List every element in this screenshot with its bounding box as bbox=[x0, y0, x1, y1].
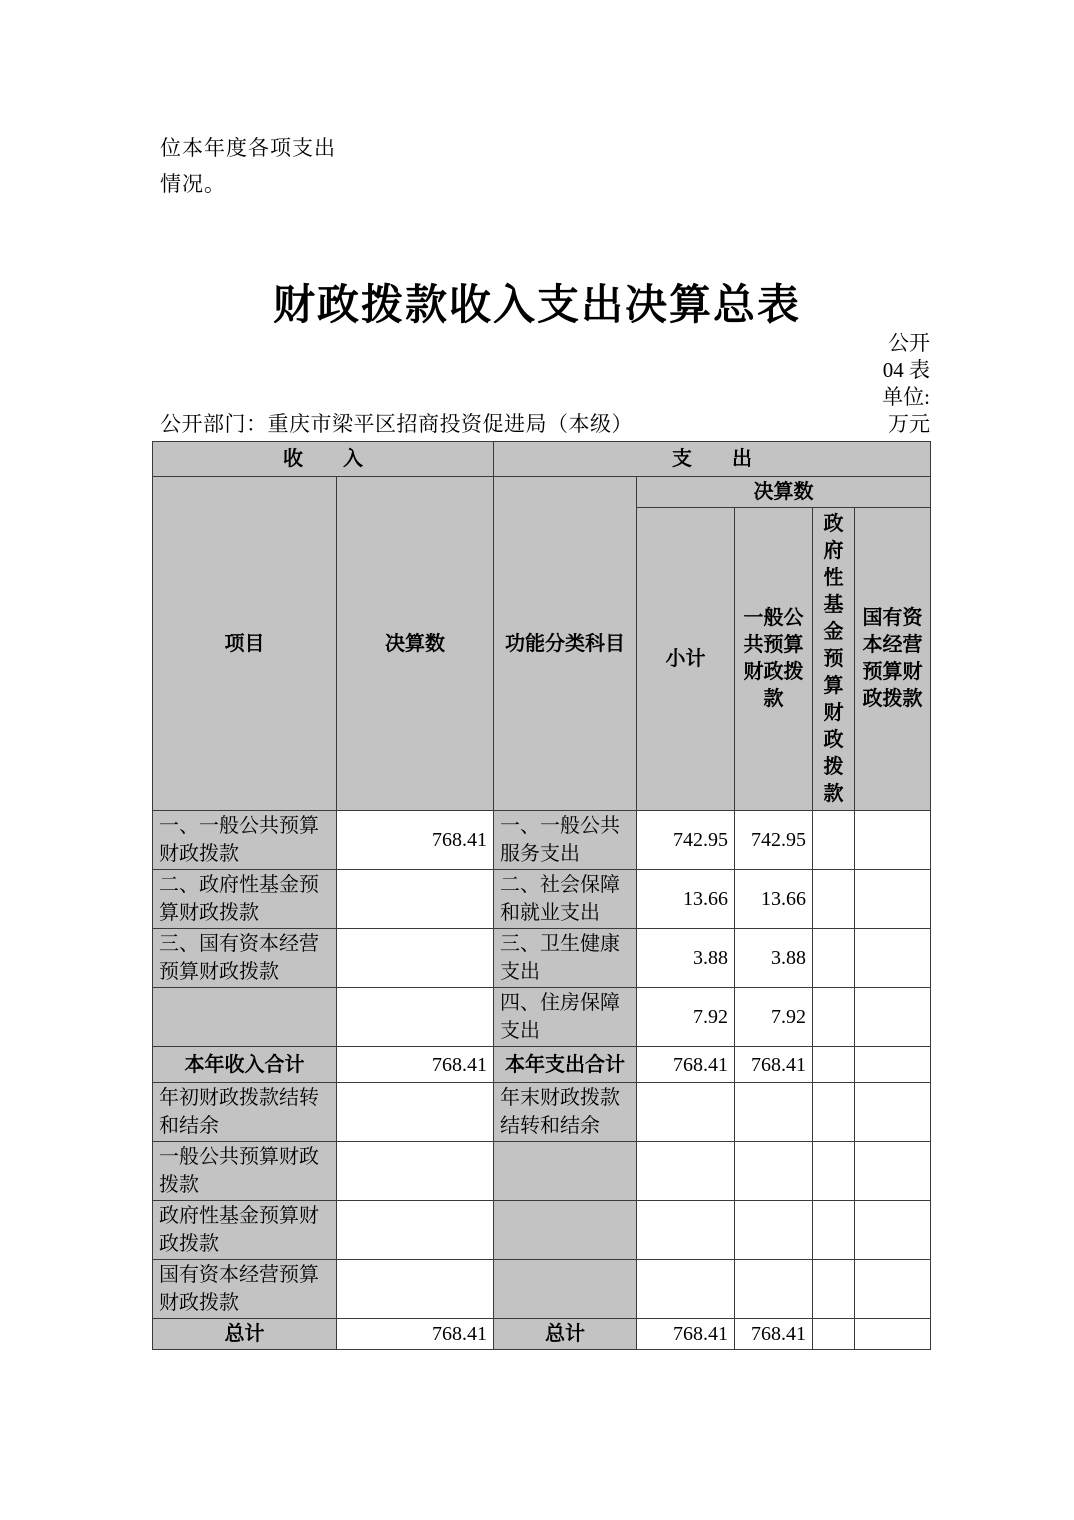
general-public-amount-cell bbox=[735, 1201, 813, 1260]
income-amount-cell bbox=[337, 1142, 494, 1201]
government-fund-amount-cell bbox=[813, 1319, 855, 1350]
general-public-amount-cell: 742.95 bbox=[735, 811, 813, 870]
income-amount-cell bbox=[337, 988, 494, 1047]
header-item: 项目 bbox=[153, 477, 337, 811]
state-capital-amount-cell bbox=[855, 988, 931, 1047]
government-fund-amount-cell bbox=[813, 1047, 855, 1083]
income-amount-cell bbox=[337, 1201, 494, 1260]
expenditure-item-cell: 二、社会保障和就业支出 bbox=[494, 870, 637, 929]
income-item-cell: 一般公共预算财政拨款 bbox=[153, 1142, 337, 1201]
income-amount-cell bbox=[337, 929, 494, 988]
expenditure-item-cell: 年末财政拨款结转和结余 bbox=[494, 1083, 637, 1142]
income-amount-cell: 768.41 bbox=[337, 811, 494, 870]
header-subtotal: 小计 bbox=[637, 508, 735, 811]
state-capital-amount-cell bbox=[855, 929, 931, 988]
fiscal-summary-table-wrap bbox=[152, 441, 931, 1350]
table-row bbox=[153, 1083, 931, 1142]
government-fund-amount-cell bbox=[813, 1201, 855, 1260]
table-row-grand-total bbox=[153, 1319, 931, 1350]
header-state-capital-budget: 国有资本经营预算财政拨款 bbox=[855, 508, 931, 811]
expenditure-item-cell: 四、住房保障支出 bbox=[494, 988, 637, 1047]
state-capital-amount-cell bbox=[855, 870, 931, 929]
expenditure-grand-total-label-cell: 总计 bbox=[494, 1319, 637, 1350]
expenditure-item-cell: 三、卫生健康支出 bbox=[494, 929, 637, 988]
table-row bbox=[153, 1260, 931, 1319]
income-grand-total-label-cell: 总计 bbox=[153, 1319, 337, 1350]
state-capital-amount-cell bbox=[855, 1047, 931, 1083]
table-row bbox=[153, 1142, 931, 1201]
government-fund-amount-cell bbox=[813, 1142, 855, 1201]
table-meta-block bbox=[882, 330, 930, 438]
income-amount-cell bbox=[337, 1083, 494, 1142]
table-row bbox=[153, 811, 931, 870]
header-general-public-budget: 一般公共预算财政拨款 bbox=[735, 508, 813, 811]
department-line: 公开部门：重庆市梁平区招商投资促进局（本级） bbox=[160, 412, 633, 436]
header-final-amount-group: 决算数 bbox=[637, 477, 931, 508]
expenditure-total-label-cell: 本年支出合计 bbox=[494, 1047, 637, 1083]
subtotal-amount-cell bbox=[637, 1083, 735, 1142]
expenditure-item-cell bbox=[494, 1201, 637, 1260]
subtotal-amount-cell bbox=[637, 1260, 735, 1319]
income-amount-cell bbox=[337, 870, 494, 929]
fiscal-summary-table bbox=[152, 441, 931, 1350]
table-row bbox=[153, 929, 931, 988]
income-amount-cell bbox=[337, 1260, 494, 1319]
table-row bbox=[153, 988, 931, 1047]
expenditure-item-cell bbox=[494, 1260, 637, 1319]
subtotal-amount-cell: 768.41 bbox=[637, 1047, 735, 1083]
expenditure-item-cell bbox=[494, 1142, 637, 1201]
header-row-sections bbox=[153, 442, 931, 477]
state-capital-amount-cell bbox=[855, 1260, 931, 1319]
government-fund-amount-cell bbox=[813, 870, 855, 929]
subtotal-amount-cell: 3.88 bbox=[637, 929, 735, 988]
state-capital-amount-cell bbox=[855, 1083, 931, 1142]
general-public-amount-cell: 3.88 bbox=[735, 929, 813, 988]
intro-paragraph bbox=[160, 130, 336, 202]
income-item-cell: 一、一般公共预算财政拨款 bbox=[153, 811, 337, 870]
page-title: 财政拨款收入支出决算总表 bbox=[272, 283, 801, 329]
government-fund-amount-cell bbox=[813, 988, 855, 1047]
general-public-amount-cell bbox=[735, 1142, 813, 1201]
general-public-amount-cell: 13.66 bbox=[735, 870, 813, 929]
government-fund-amount-cell bbox=[813, 929, 855, 988]
header-income: 收 入 bbox=[153, 442, 494, 477]
general-public-amount-cell: 768.41 bbox=[735, 1319, 813, 1350]
state-capital-amount-cell bbox=[855, 1319, 931, 1350]
government-fund-amount-cell bbox=[813, 811, 855, 870]
intro-line-1: 位本年度各项支出 bbox=[160, 136, 336, 160]
meta-unit-value: 万元 bbox=[888, 412, 930, 436]
table-row bbox=[153, 1201, 931, 1260]
general-public-amount-cell bbox=[735, 1083, 813, 1142]
table-row bbox=[153, 870, 931, 929]
subtotal-amount-cell: 768.41 bbox=[637, 1319, 735, 1350]
income-amount-cell: 768.41 bbox=[337, 1047, 494, 1083]
income-item-cell: 政府性基金预算财政拨款 bbox=[153, 1201, 337, 1260]
general-public-amount-cell bbox=[735, 1260, 813, 1319]
income-amount-cell: 768.41 bbox=[337, 1319, 494, 1350]
government-fund-amount-cell bbox=[813, 1260, 855, 1319]
header-functional-subject: 功能分类科目 bbox=[494, 477, 637, 811]
header-final-amount-income: 决算数 bbox=[337, 477, 494, 811]
expenditure-item-cell: 一、一般公共服务支出 bbox=[494, 811, 637, 870]
meta-public-label: 公开 bbox=[888, 331, 930, 355]
income-item-cell bbox=[153, 988, 337, 1047]
meta-table-number: 04 表 bbox=[882, 358, 930, 382]
state-capital-amount-cell bbox=[855, 1201, 931, 1260]
subtotal-amount-cell: 742.95 bbox=[637, 811, 735, 870]
table-row-year-total bbox=[153, 1047, 931, 1083]
income-item-cell: 二、政府性基金预算财政拨款 bbox=[153, 870, 337, 929]
general-public-amount-cell: 768.41 bbox=[735, 1047, 813, 1083]
intro-line-2: 情况。 bbox=[160, 172, 226, 196]
subtotal-amount-cell bbox=[637, 1201, 735, 1260]
income-item-cell: 国有资本经营预算财政拨款 bbox=[153, 1260, 337, 1319]
income-total-label-cell: 本年收入合计 bbox=[153, 1047, 337, 1083]
subtotal-amount-cell: 7.92 bbox=[637, 988, 735, 1047]
income-item-cell: 三、国有资本经营预算财政拨款 bbox=[153, 929, 337, 988]
subtotal-amount-cell bbox=[637, 1142, 735, 1201]
header-government-fund-budget: 政府性基金预算财政拨款 bbox=[813, 508, 855, 811]
meta-unit-label: 单位: bbox=[882, 385, 930, 409]
income-item-cell: 年初财政拨款结转和结余 bbox=[153, 1083, 337, 1142]
header-expenditure: 支 出 bbox=[494, 442, 931, 477]
state-capital-amount-cell bbox=[855, 811, 931, 870]
government-fund-amount-cell bbox=[813, 1083, 855, 1142]
state-capital-amount-cell bbox=[855, 1142, 931, 1201]
subtotal-amount-cell: 13.66 bbox=[637, 870, 735, 929]
header-row-groups bbox=[153, 477, 931, 508]
general-public-amount-cell: 7.92 bbox=[735, 988, 813, 1047]
